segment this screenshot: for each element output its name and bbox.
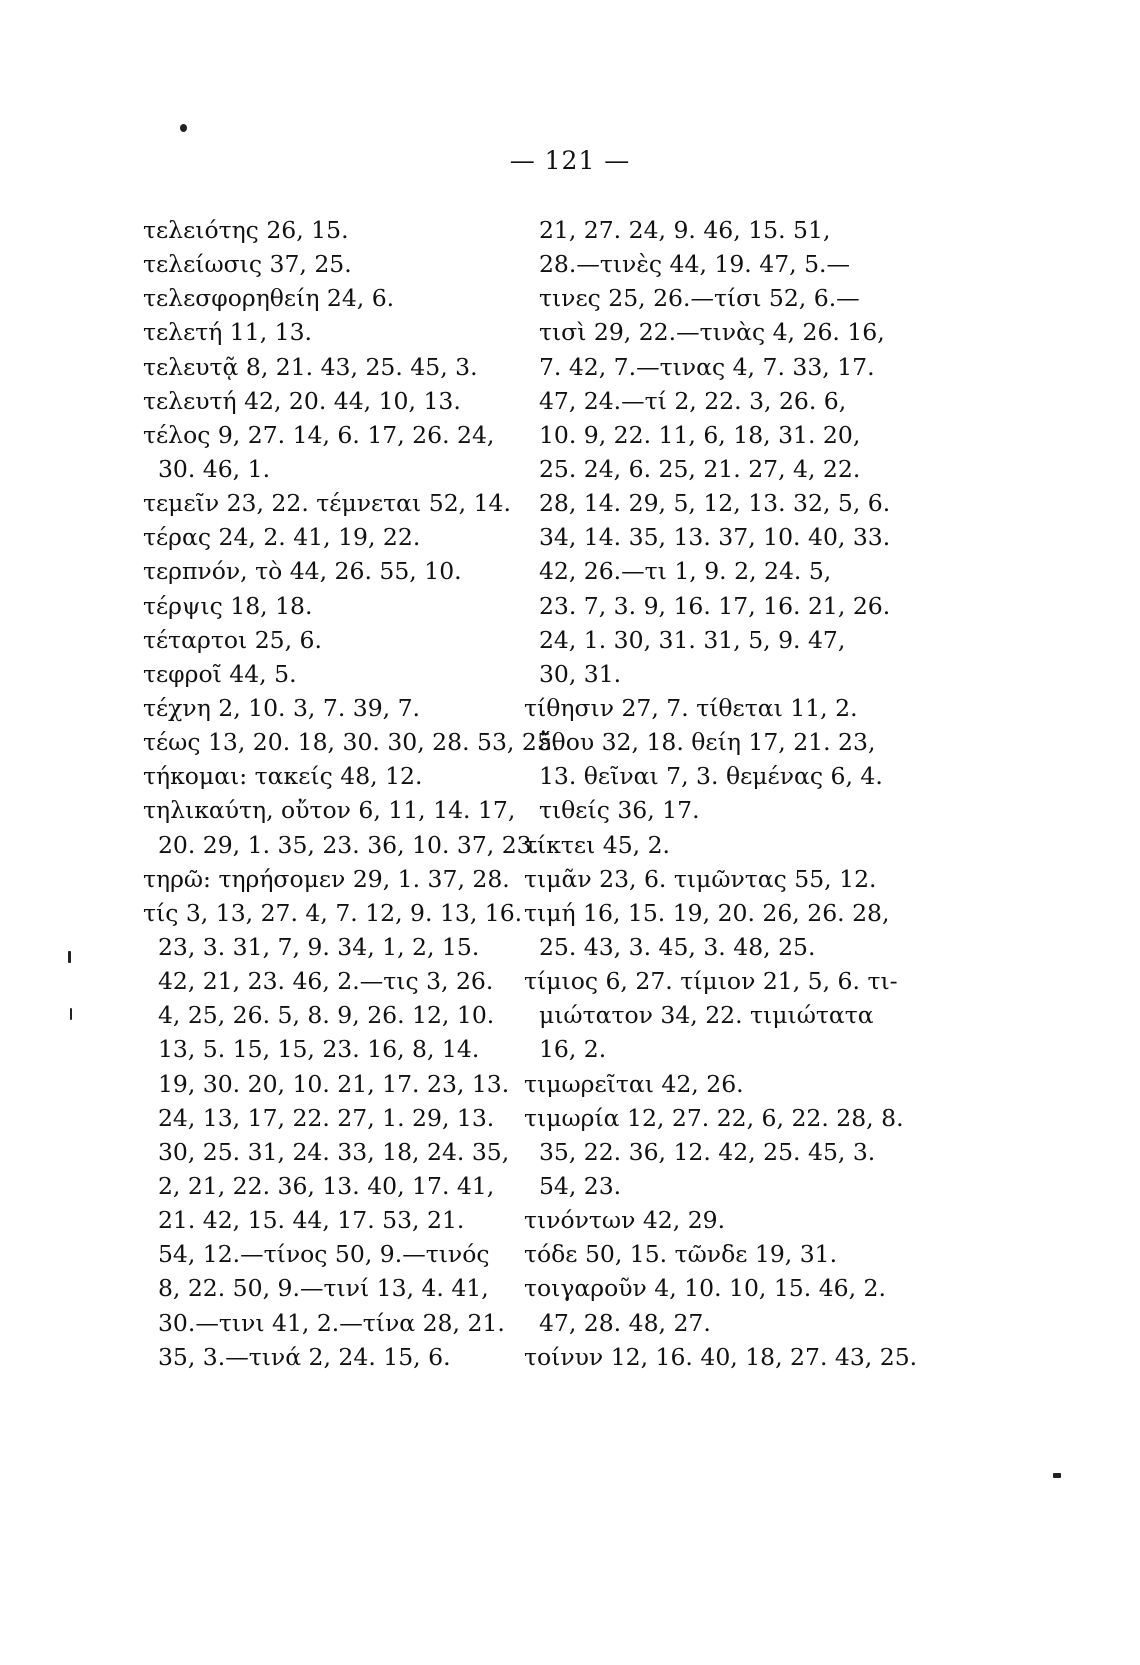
index-entry-line: τέταρτοι 25, 6. bbox=[143, 625, 322, 654]
index-entry-line: ἔθου 32, 18. θείη 17, 21. 23, bbox=[524, 728, 876, 757]
index-entry-line: 30, 31. bbox=[524, 659, 622, 688]
index-entry-line: 21, 27. 24, 9. 46, 15. 51, bbox=[524, 216, 831, 244]
index-entry-line: 42, 26.—τι 1, 9. 2, 24. 5, bbox=[524, 557, 832, 586]
index-entry-line: τιμᾶν 23, 6. τιμῶντας 55, 12. bbox=[524, 864, 877, 893]
index-entry-line: τελευτή 42, 20. 44, 10, 13. bbox=[143, 386, 461, 415]
index-entry-line: 7. 42, 7.—τινας 4, 7. 33, 17. bbox=[524, 352, 875, 381]
index-entry-line: 30. 46, 1. bbox=[143, 454, 271, 483]
index-entry-line: 16, 2. bbox=[524, 1035, 607, 1064]
index-entry-line: 47, 24.—τί 2, 22. 3, 26. 6, bbox=[524, 386, 847, 415]
index-entry-line: 35, 3.—τινά 2, 24. 15, 6. bbox=[143, 1342, 451, 1371]
index-entry-line: 20. 29, 1. 35, 23. 36, 10. 37, 23. bbox=[143, 830, 540, 859]
index-entry-line: τελειότης 26, 15. bbox=[143, 216, 349, 244]
scan-speck bbox=[68, 951, 71, 963]
index-entry-line: 54, 12.—τίνος 50, 9.—τινός bbox=[143, 1240, 490, 1269]
index-entry-line: 54, 23. bbox=[524, 1171, 622, 1200]
index-entry-line: 24, 1. 30, 31. 31, 5, 9. 47, bbox=[524, 625, 846, 654]
index-entry-line: τίθησιν 27, 7. τίθεται 11, 2. bbox=[524, 693, 858, 722]
index-entry-line: τέρψις 18, 18. bbox=[143, 591, 313, 620]
index-entry-line: τόδε 50, 15. τῶνδε 19, 31. bbox=[524, 1240, 838, 1269]
index-entry-line: τιμή 16, 15. 19, 20. 26, 26. 28, bbox=[524, 898, 890, 927]
index-entry-line: 13. θεῖναι 7, 3. θεμένας 6, 4. bbox=[524, 762, 883, 791]
page-number: — 121 — bbox=[509, 146, 631, 175]
scan-speck bbox=[1053, 1473, 1061, 1478]
index-entry-line: τελετή 11, 13. bbox=[143, 318, 313, 347]
index-entry-line: τίμιος 6, 27. τίμιον 21, 5, 6. τι- bbox=[524, 967, 898, 996]
index-entry-line: 25. 24, 6. 25, 21. 27, 4, 22. bbox=[524, 454, 861, 483]
index-entry-line: τοιγαροῦν 4, 10. 10, 15. 46, 2. bbox=[524, 1274, 886, 1303]
index-entry-line: 2, 21, 22. 36, 13. 40, 17. 41, bbox=[143, 1171, 495, 1200]
index-entry-line: τέρας 24, 2. 41, 19, 22. bbox=[143, 523, 421, 552]
index-entry-line: τελευτᾷ 8, 21. 43, 25. 45, 3. bbox=[143, 352, 478, 381]
index-entry-line: τέλος 9, 27. 14, 6. 17, 26. 24, bbox=[143, 420, 495, 449]
index-entry-line: 34, 14. 35, 13. 37, 10. 40, 33. bbox=[524, 523, 891, 552]
index-entry-line: τιμωρία 12, 27. 22, 6, 22. 28, 8. bbox=[524, 1103, 904, 1132]
index-entry-line: τήκομαι: τακείς 48, 12. bbox=[143, 762, 423, 791]
scan-speck bbox=[180, 124, 187, 132]
index-entry-line: τοίνυν 12, 16. 40, 18, 27. 43, 25. bbox=[524, 1342, 918, 1371]
index-entry-line: 25. 43, 3. 45, 3. 48, 25. bbox=[524, 932, 816, 961]
index-entry-line: τινόντων 42, 29. bbox=[524, 1206, 726, 1235]
index-entry-line: 23, 3. 31, 7, 9. 34, 1, 2, 15. bbox=[143, 932, 480, 961]
index-entry-line: 19, 30. 20, 10. 21, 17. 23, 13. bbox=[143, 1069, 510, 1098]
index-entry-line: τιθείς 36, 17. bbox=[524, 796, 700, 825]
index-entry-line: τεφροῖ 44, 5. bbox=[143, 659, 297, 688]
index-entry-line: 30.—τινι 41, 2.—τίνα 28, 21. bbox=[143, 1308, 505, 1337]
index-entry-line: 4, 25, 26. 5, 8. 9, 26. 12, 10. bbox=[143, 1001, 495, 1030]
index-entry-line: τίκτει 45, 2. bbox=[524, 830, 671, 859]
index-entry-line: 35, 22. 36, 12. 42, 25. 45, 3. bbox=[524, 1137, 876, 1166]
index-entry-line: 21. 42, 15. 44, 17. 53, 21. bbox=[143, 1206, 465, 1235]
index-column-right bbox=[524, 213, 918, 1374]
index-entry-line: τελείωσις 37, 25. bbox=[143, 250, 352, 279]
index-entry-line: 24, 13, 17, 22. 27, 1. 29, 13. bbox=[143, 1103, 495, 1132]
index-entry-line: τηλικαύτη, οὔτον 6, 11, 14. 17, bbox=[143, 796, 516, 825]
index-entry-line: 30, 25. 31, 24. 33, 18, 24. 35, bbox=[143, 1137, 510, 1166]
index-entry-line: 8, 22. 50, 9.—τινί 13, 4. 41, bbox=[143, 1274, 489, 1303]
index-entry-line: 10. 9, 22. 11, 6, 18, 31. 20, bbox=[524, 420, 861, 449]
index-entry-line: τέχνη 2, 10. 3, 7. 39, 7. bbox=[143, 693, 421, 722]
index-entry-line: τινες 25, 26.—τίσι 52, 6.— bbox=[524, 284, 860, 313]
index-entry-line: τέως 13, 20. 18, 30. 30, 28. 53, 25. bbox=[143, 728, 560, 757]
index-entry-line: τελεσφορηθείη 24, 6. bbox=[143, 284, 395, 313]
scan-speck bbox=[70, 1008, 72, 1020]
index-entry-line: τερπνόν, τὸ 44, 26. 55, 10. bbox=[143, 557, 462, 586]
index-entry-line: τισὶ 29, 22.—τινὰς 4, 26. 16, bbox=[524, 318, 885, 347]
index-column-left bbox=[143, 213, 560, 1374]
index-entry-line: 28.—τινὲς 44, 19. 47, 5.— bbox=[524, 250, 851, 279]
index-entry-line: μιώτατον 34, 22. τιμιώτατα bbox=[524, 1001, 874, 1030]
index-entry-line: τιμωρεῖται 42, 26. bbox=[524, 1069, 744, 1098]
index-entry-line: 23. 7, 3. 9, 16. 17, 16. 21, 26. bbox=[524, 591, 891, 620]
index-entry-line: 42, 21, 23. 46, 2.—τις 3, 26. bbox=[143, 967, 494, 996]
index-entry-line: τεμεῖν 23, 22. τέμνεται 52, 14. bbox=[143, 489, 511, 518]
index-entry-line: 47, 28. 48, 27. bbox=[524, 1308, 711, 1337]
index-entry-line: 28, 14. 29, 5, 12, 13. 32, 5, 6. bbox=[524, 489, 891, 518]
index-entry-line: τηρῶ: τηρήσομεν 29, 1. 37, 28. bbox=[143, 864, 510, 893]
index-entry-line: 13, 5. 15, 15, 23. 16, 8, 14. bbox=[143, 1035, 480, 1064]
index-entry-line: τίς 3, 13, 27. 4, 7. 12, 9. 13, 16. bbox=[143, 898, 523, 927]
